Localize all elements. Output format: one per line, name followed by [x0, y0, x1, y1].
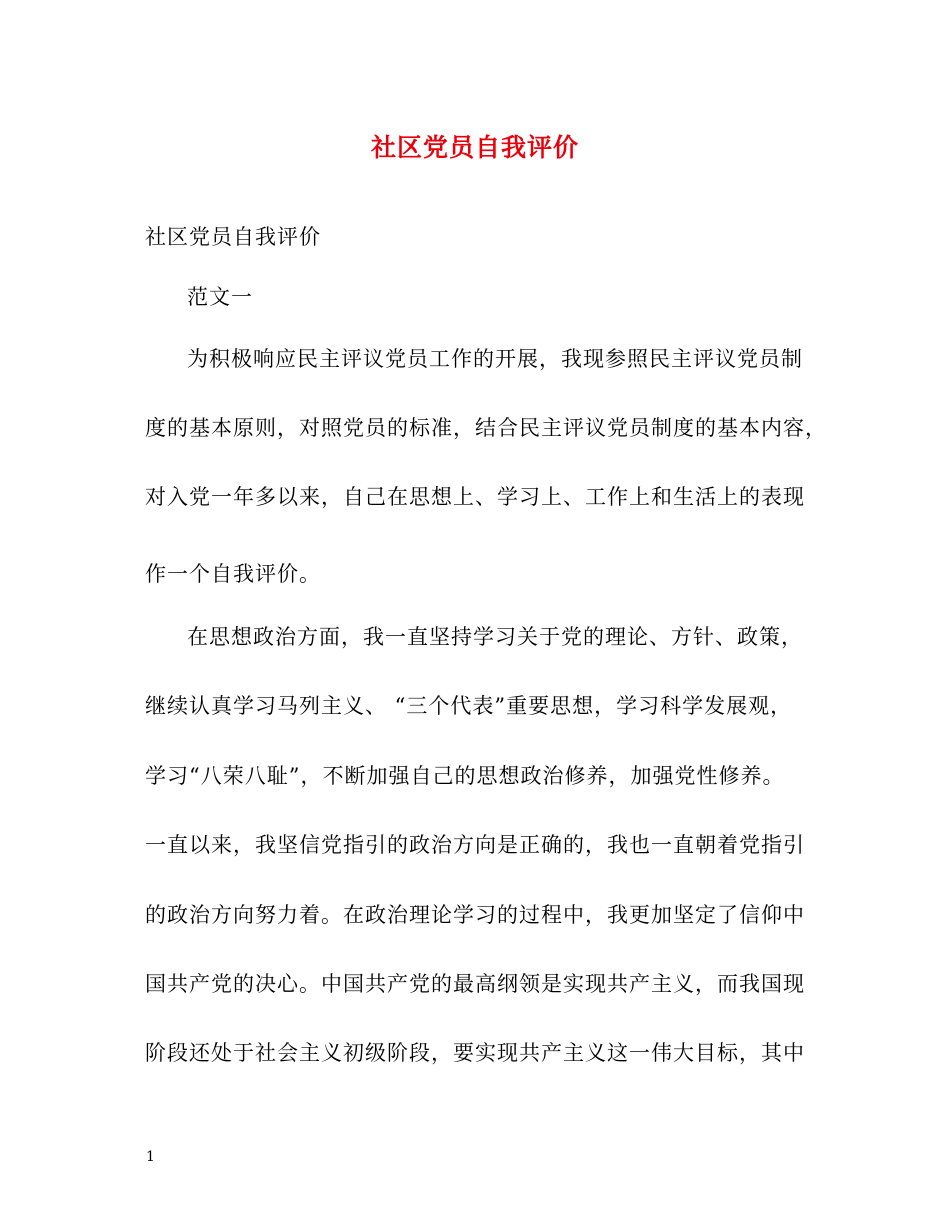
page-number: 1 — [146, 1149, 155, 1165]
paragraph-line: 度的基本原则，对照党员的标准，结合民主评议党员制度的基本内容， — [145, 416, 827, 440]
paragraph-line: 一直以来，我坚信党指引的政治方向是正确的，我也一直朝着党指引 — [145, 833, 805, 857]
paragraph-line: 阶段还处于社会主义初级阶段，要实现共产主义这一伟大目标，其中 — [145, 1041, 805, 1065]
document-subtitle: 社区党员自我评价 — [145, 225, 321, 249]
document-title: 社区党员自我评价 — [370, 133, 579, 162]
paragraph-line: 国共产党的决心。中国共产党的最高纲领是实现共产主义，而我国现 — [145, 972, 805, 996]
paragraph-line: 作一个自我评价。 — [145, 562, 321, 586]
paragraph-line: 学习“八荣八耻”，不断加强自己的思想政治修养，加强党性修养。 — [145, 764, 785, 788]
paragraph-line: 继续认真学习马列主义、 “三个代表”重要思想，学习科学发展观， — [145, 694, 793, 718]
paragraph-line: 范文一 — [187, 285, 253, 309]
paragraph-line: 对入党一年多以来，自己在思想上、学习上、工作上和生活上的表现 — [145, 485, 805, 509]
paragraph-line: 在思想政治方面，我一直坚持学习关于党的理论、方针、政策， — [187, 625, 803, 649]
paragraph-line: 为积极响应民主评议党员工作的开展，我现参照民主评议党员制 — [187, 347, 803, 371]
paragraph-line: 的政治方向努力着。在政治理论学习的过程中，我更加坚定了信仰中 — [145, 903, 805, 927]
